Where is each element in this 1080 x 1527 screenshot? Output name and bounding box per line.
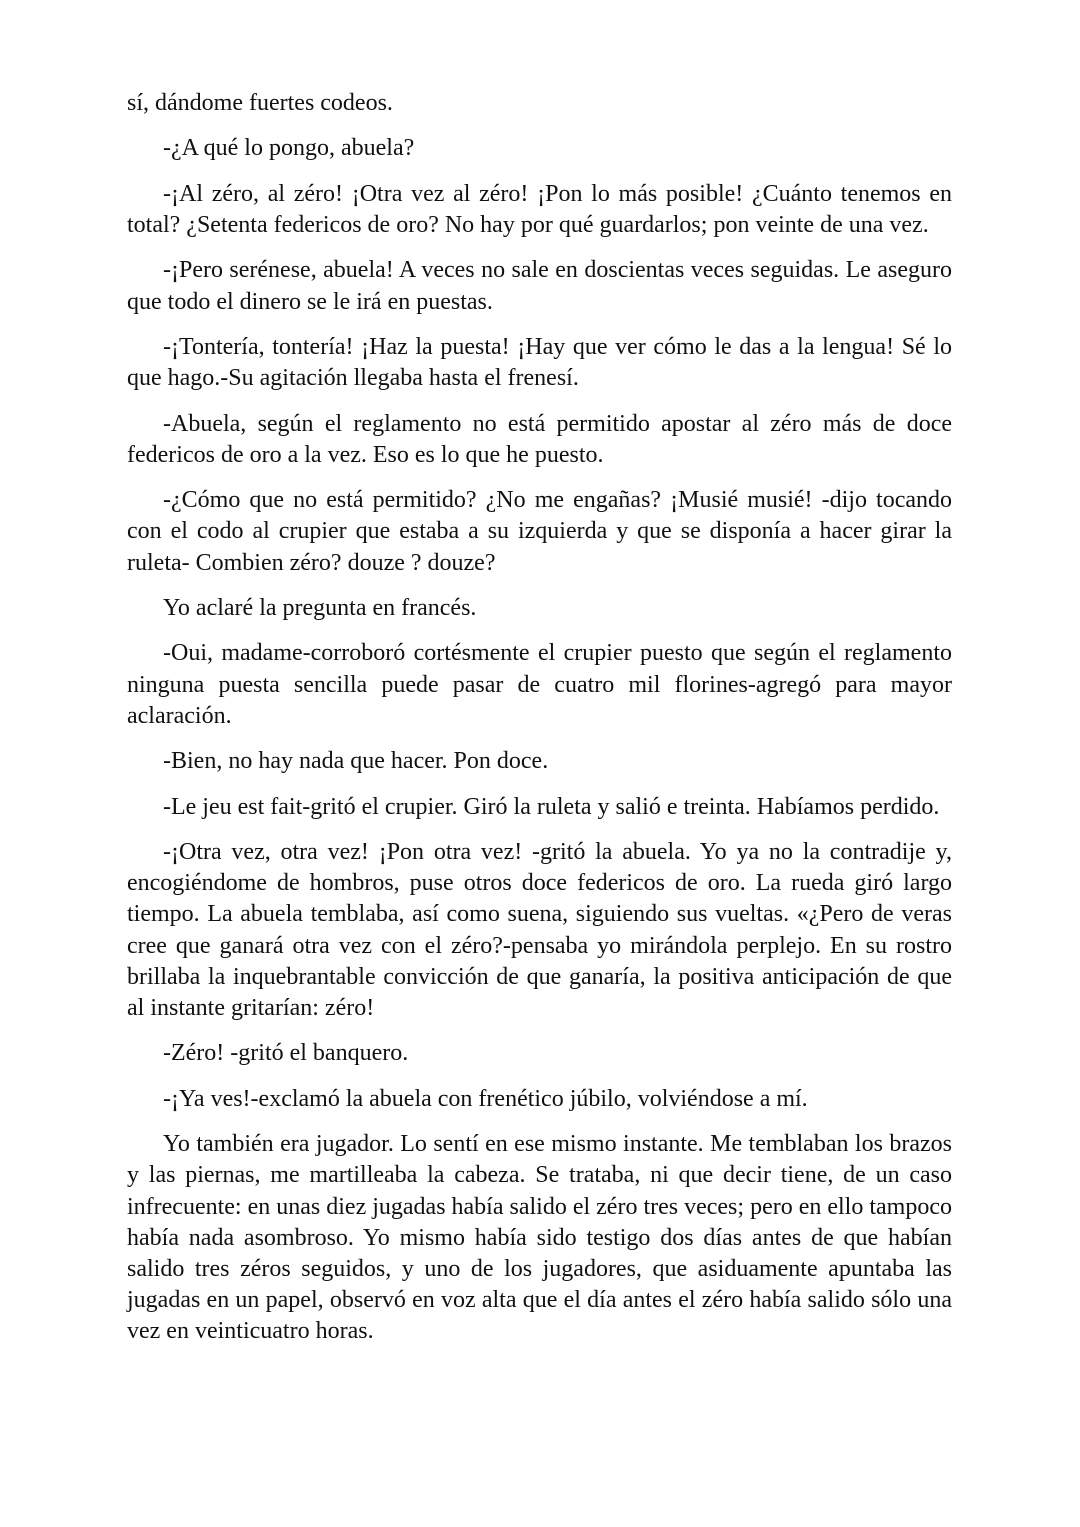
paragraph: -¡Otra vez, otra vez! ¡Pon otra vez! -gritó la abuela. Yo ya no la contradije y, encogiéndome de hombros, puse otros doce federicos de oro. La rueda giró largo tiempo. La abuela temblaba, así como suena, siguiendo sus vueltas. «¿Pero de veras cree que ganará otra vez con el zéro?-pensaba yo mirándola perplejo. En su rostro brillaba la inquebrantable convicción de que ganaría, la positiva anticipación de que al instante gritarían: zéro! (127, 838, 952, 1021)
paragraph: -¿A qué lo pongo, abuela? (163, 135, 415, 162)
paragraph: -¡Pero serénese, abuela! A veces no sale en doscientas veces seguidas. Le aseguro que todo el dinero se le irá en puestas. (127, 257, 952, 315)
paragraph: -¡Tontería, tontería! ¡Haz la puesta! ¡Hay que ver cómo le das a la lengua! Sé lo que hago.-Su agitación llegaba hasta el frenesí. (127, 333, 952, 392)
paragraph: Yo aclaré la pregunta en francés. (163, 594, 477, 621)
document-page (127, 88, 952, 1362)
paragraph: -Oui, madame-corroboró cortésmente el crupier puesto que según el reglamento ninguna puesta sencilla puede pasar de cuatro mil florines-agregó para mayor aclaración. (127, 640, 952, 729)
paragraph: Yo también era jugador. Lo sentí en ese mismo instante. Me temblaban los brazos y las piernas, me martilleaba la cabeza. Se trataba, ni que decir tiene, de un caso infrecuente: en unas diez jugadas había salido el zéro tres veces; pero en ello tampoco había nada asombroso. Yo mismo había sido testigo dos días antes de que habían salido tres zéros seguidos, y uno de los jugadores, que asiduamente apuntaba las jugadas en un papel, observó en voz alta que el día antes el zéro había salido sólo una vez en veinticuatro horas. (127, 1131, 952, 1345)
paragraph: sí, dándome fuertes codeos. (127, 90, 393, 116)
paragraph: -Abuela, según el reglamento no está permitido apostar al zéro más de doce federicos de oro a la vez. Eso es lo que he puesto. (127, 410, 952, 468)
paragraph: -Zéro! -gritó el banquero. (163, 1040, 409, 1067)
paragraph: -Bien, no hay nada que hacer. Pon doce. (163, 748, 549, 775)
paragraph: -¡Al zéro, al zéro! ¡Otra vez al zéro! ¡Pon lo más posible! ¿Cuánto tenemos en total? ¿Setenta federicos de oro? No hay por qué guardarlos; pon veinte de una vez. (127, 180, 952, 238)
paragraph: -¡Ya ves!-exclamó la abuela con frenético júbilo, volviéndose a mí. (163, 1085, 808, 1112)
paragraph: -Le jeu est fait-gritó el crupier. Giró la ruleta y salió e treinta. Habíamos perdido. (163, 793, 940, 820)
paragraph: -¿Cómo que no está permitido? ¿No me engañas? ¡Musié musié! -dijo tocando con el codo al crupier que estaba a su izquierda y que se disponía a hacer girar la ruleta- Combien zéro? douze ? douze? (127, 487, 952, 576)
